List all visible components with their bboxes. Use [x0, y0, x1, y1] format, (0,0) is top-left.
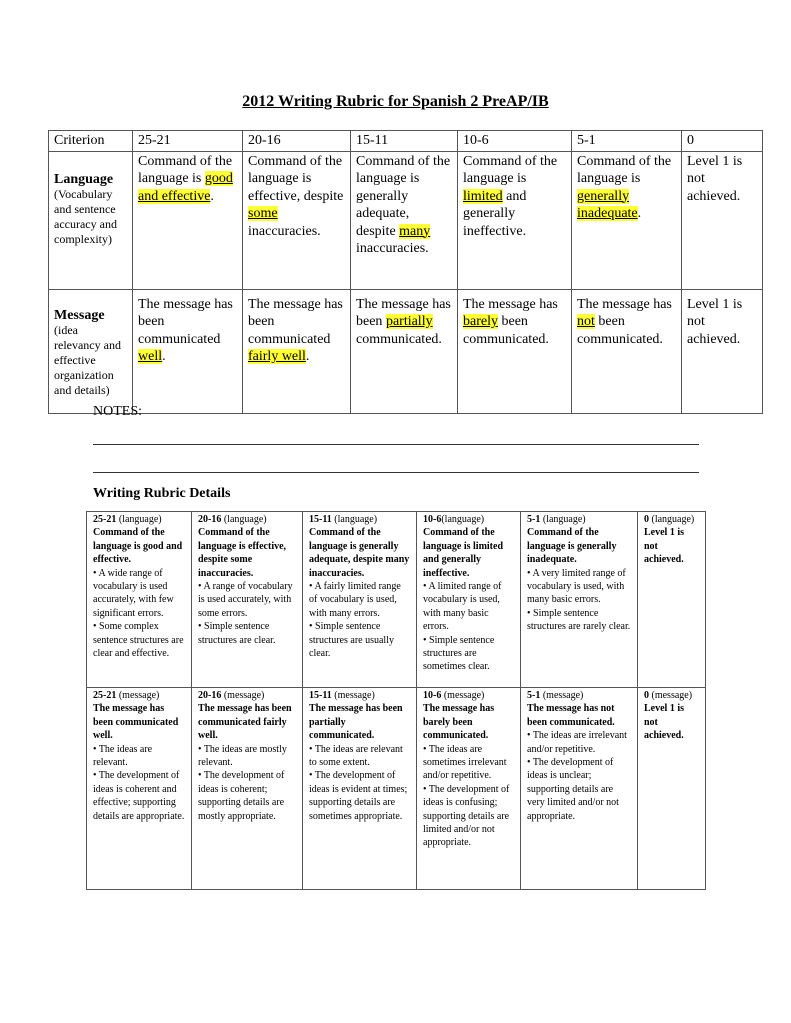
criterion-name: Language — [54, 171, 114, 187]
cell-text: been communicated. — [463, 314, 549, 347]
cell-text: The message has — [577, 296, 672, 312]
bullet-text: • A very limited range of vocabulary is used, with many basic errors. — [527, 567, 626, 606]
highlighted-text: partially — [385, 314, 433, 329]
page-title: 2012 Writing Rubric for Spanish 2 PreAP/IB — [242, 93, 549, 110]
score-tag: (message) — [649, 690, 693, 701]
details-table — [86, 511, 706, 890]
rubric-header-row — [49, 131, 763, 152]
message-cell — [133, 289, 243, 413]
score-range: 20-16 — [198, 690, 222, 701]
bullet-text: • Simple sentence structures are rarely clear. — [527, 607, 631, 633]
cell-text: been communicated. — [577, 314, 663, 347]
score-tag: (message) — [540, 690, 584, 701]
cell-text: Command of the language is — [577, 153, 672, 186]
highlighted-text: well — [138, 349, 163, 364]
notes-line — [93, 472, 699, 473]
details-cell — [417, 688, 521, 890]
highlighted-text: fairly well — [248, 349, 306, 364]
details-cell — [192, 512, 303, 688]
highlighted-text: limited — [463, 188, 503, 204]
language-row — [49, 151, 763, 289]
details-cell — [638, 512, 706, 688]
details-language-row — [87, 512, 706, 688]
header-15-11: 15-11 — [351, 131, 458, 152]
notes-line — [93, 444, 699, 445]
descriptor: The message has been communicated well. — [93, 703, 179, 742]
details-cell — [87, 512, 192, 688]
cell-text: The message has been — [356, 296, 451, 329]
cell-text: . — [637, 206, 642, 221]
highlighted-text: not — [577, 314, 595, 329]
bullet-text: • The ideas are mostly relevant. — [198, 743, 287, 769]
descriptor: The message has barely been communicated. — [423, 703, 495, 742]
message-cell — [682, 289, 763, 413]
cell-text: . — [162, 349, 166, 364]
bullet-text: • A limited range of vocabulary is used, with many basic errors. — [423, 581, 502, 633]
cell-text: . — [305, 349, 310, 364]
details-cell — [303, 688, 417, 890]
score-range: 5-1 — [527, 690, 541, 701]
cell-text: Level 1 is not achieved. — [687, 296, 743, 347]
score-range: 0 — [644, 690, 649, 701]
header-25-21: 25-21 — [133, 131, 243, 152]
cell-text: Command of the language is — [138, 153, 233, 186]
message-cell — [572, 289, 682, 413]
bullet-text: • Simple sentence structures are usually clear. — [309, 621, 394, 660]
message-cell — [351, 289, 458, 413]
header-20-16: 20-16 — [243, 131, 351, 152]
bullet-text: • The development of ideas is coherent and effective; supporting details are appropriate. — [93, 770, 185, 822]
descriptor: Command of the language is generally adequate, despite many inaccuracies. — [309, 527, 410, 579]
message-cell — [243, 289, 351, 413]
score-range: 25-21 — [93, 514, 117, 525]
highlighted-text: some — [248, 206, 278, 221]
bullet-text: • A range of vocabulary is used accurately, with some errors. — [198, 581, 293, 619]
bullet-text: • The development of ideas is unclear; supporting details are very limited and/or not appropriate. — [527, 757, 619, 822]
criterion-name: Message — [54, 307, 105, 323]
language-cell — [682, 151, 763, 289]
cell-text: Command of the language is effective, despite — [248, 153, 344, 204]
score-tag: (language) — [649, 514, 695, 525]
cell-text: communicated. — [356, 331, 442, 347]
highlighted-text: barely — [463, 314, 498, 329]
score-range: 10-6 — [423, 514, 442, 525]
score-tag: (language) — [540, 514, 586, 525]
language-cell — [133, 151, 243, 289]
score-range: 25-21 — [93, 690, 117, 701]
language-cell — [572, 151, 682, 289]
descriptor: Command of the language is generally inadequate. — [527, 527, 617, 566]
score-range: 20-16 — [198, 514, 222, 525]
header-criterion: Criterion — [49, 131, 133, 152]
header-0: 0 — [682, 131, 763, 152]
details-cell — [521, 512, 638, 688]
details-cell — [192, 688, 303, 890]
bullet-text: • The ideas are relevant to some extent. — [309, 743, 403, 769]
details-cell — [521, 688, 638, 890]
bullet-text: • The development of ideas is evident at times; supporting details are sometimes appropriate. — [309, 770, 408, 822]
highlighted-text: good and effective — [138, 171, 233, 204]
message-row — [49, 289, 763, 413]
bullet-text: • The ideas are irrelevant and/or repetitive. — [527, 730, 627, 755]
notes-label: NOTES: — [93, 404, 142, 419]
descriptor: Command of the language is effective, despite some inaccuracies. — [198, 527, 287, 579]
descriptor: Command of the language is good and effective. — [93, 527, 183, 566]
score-range: 10-6 — [423, 690, 442, 701]
cell-text: . — [210, 188, 214, 204]
cell-text: inaccuracies. — [248, 223, 321, 239]
descriptor: The message has been partially communicated. — [309, 703, 403, 742]
descriptor: Command of the language is limited and generally ineffective. — [423, 527, 504, 579]
language-cell — [243, 151, 351, 289]
score-range: 15-11 — [309, 690, 332, 701]
score-tag: (language) — [221, 514, 267, 525]
bullet-text: • A wide range of vocabulary is used accurately, with few significant errors. — [93, 567, 174, 619]
criterion-description: (idea relevancy and effective organization and details) — [54, 322, 121, 397]
score-tag: (language) — [331, 514, 378, 525]
score-range: 5-1 — [527, 514, 541, 525]
score-range: 0 — [644, 514, 649, 525]
descriptor: Level 1 is not achieved. — [644, 527, 684, 566]
score-tag: (message) — [331, 690, 375, 701]
language-cell — [351, 151, 458, 289]
criterion-description: (Vocabulary and sentence accuracy and complexity) — [54, 186, 117, 246]
bullet-text: • The development of ideas is confusing; supporting details are limited and/or not appropriate. — [423, 783, 510, 849]
bullet-text: • The ideas are relevant. — [93, 743, 153, 769]
descriptor: Level 1 is not achieved. — [644, 703, 684, 742]
score-tag: (message) — [221, 690, 265, 701]
bullet-text: • Simple sentence structures are clear. — [198, 621, 276, 646]
rubric-table — [48, 130, 763, 414]
details-message-row — [87, 688, 706, 890]
criterion-language — [49, 151, 133, 289]
criterion-message — [49, 289, 133, 413]
cell-text: Command of the language is generally adequate, despite — [356, 153, 451, 239]
details-cell — [303, 512, 417, 688]
highlighted-text: generally inadequate — [577, 188, 638, 221]
bullet-text: • Some complex sentence structures are clear and effective. — [93, 621, 184, 660]
details-cell — [87, 688, 192, 890]
cell-text: and generally ineffective. — [463, 188, 527, 239]
score-tag: (language) — [441, 514, 485, 525]
header-5-1: 5-1 — [572, 131, 682, 152]
cell-text: The message has — [463, 296, 558, 312]
score-tag: (message) — [116, 690, 160, 701]
cell-text: Level 1 is not achieved. — [687, 153, 743, 204]
details-heading: Writing Rubric Details — [93, 486, 231, 501]
cell-text: The message has been communicated — [138, 296, 233, 347]
score-tag: (language) — [116, 514, 162, 525]
message-cell — [458, 289, 572, 413]
cell-text: Command of the language is — [463, 153, 558, 186]
bullet-text: • Simple sentence structures are sometimes clear. — [423, 634, 495, 673]
cell-text: inaccuracies. — [356, 241, 429, 256]
score-range: 15-11 — [309, 514, 332, 525]
descriptor: The message has not been communicated. — [527, 703, 615, 728]
cell-text: The message has been communicated — [248, 296, 343, 347]
header-10-6: 10-6 — [458, 131, 572, 152]
details-cell — [417, 512, 521, 688]
score-tag: (message) — [441, 690, 485, 701]
bullet-text: • A fairly limited range of vocabulary is used, with many errors. — [309, 581, 401, 619]
descriptor: The message has been communicated fairly well. — [198, 703, 292, 742]
bullet-text: • The ideas are sometimes irrelevant and/or repetitive. — [423, 743, 507, 782]
bullet-text: • The development of ideas is coherent; supporting details are mostly appropriate. — [198, 770, 285, 822]
highlighted-text: many — [399, 223, 431, 239]
details-cell — [638, 688, 706, 890]
language-cell — [458, 151, 572, 289]
